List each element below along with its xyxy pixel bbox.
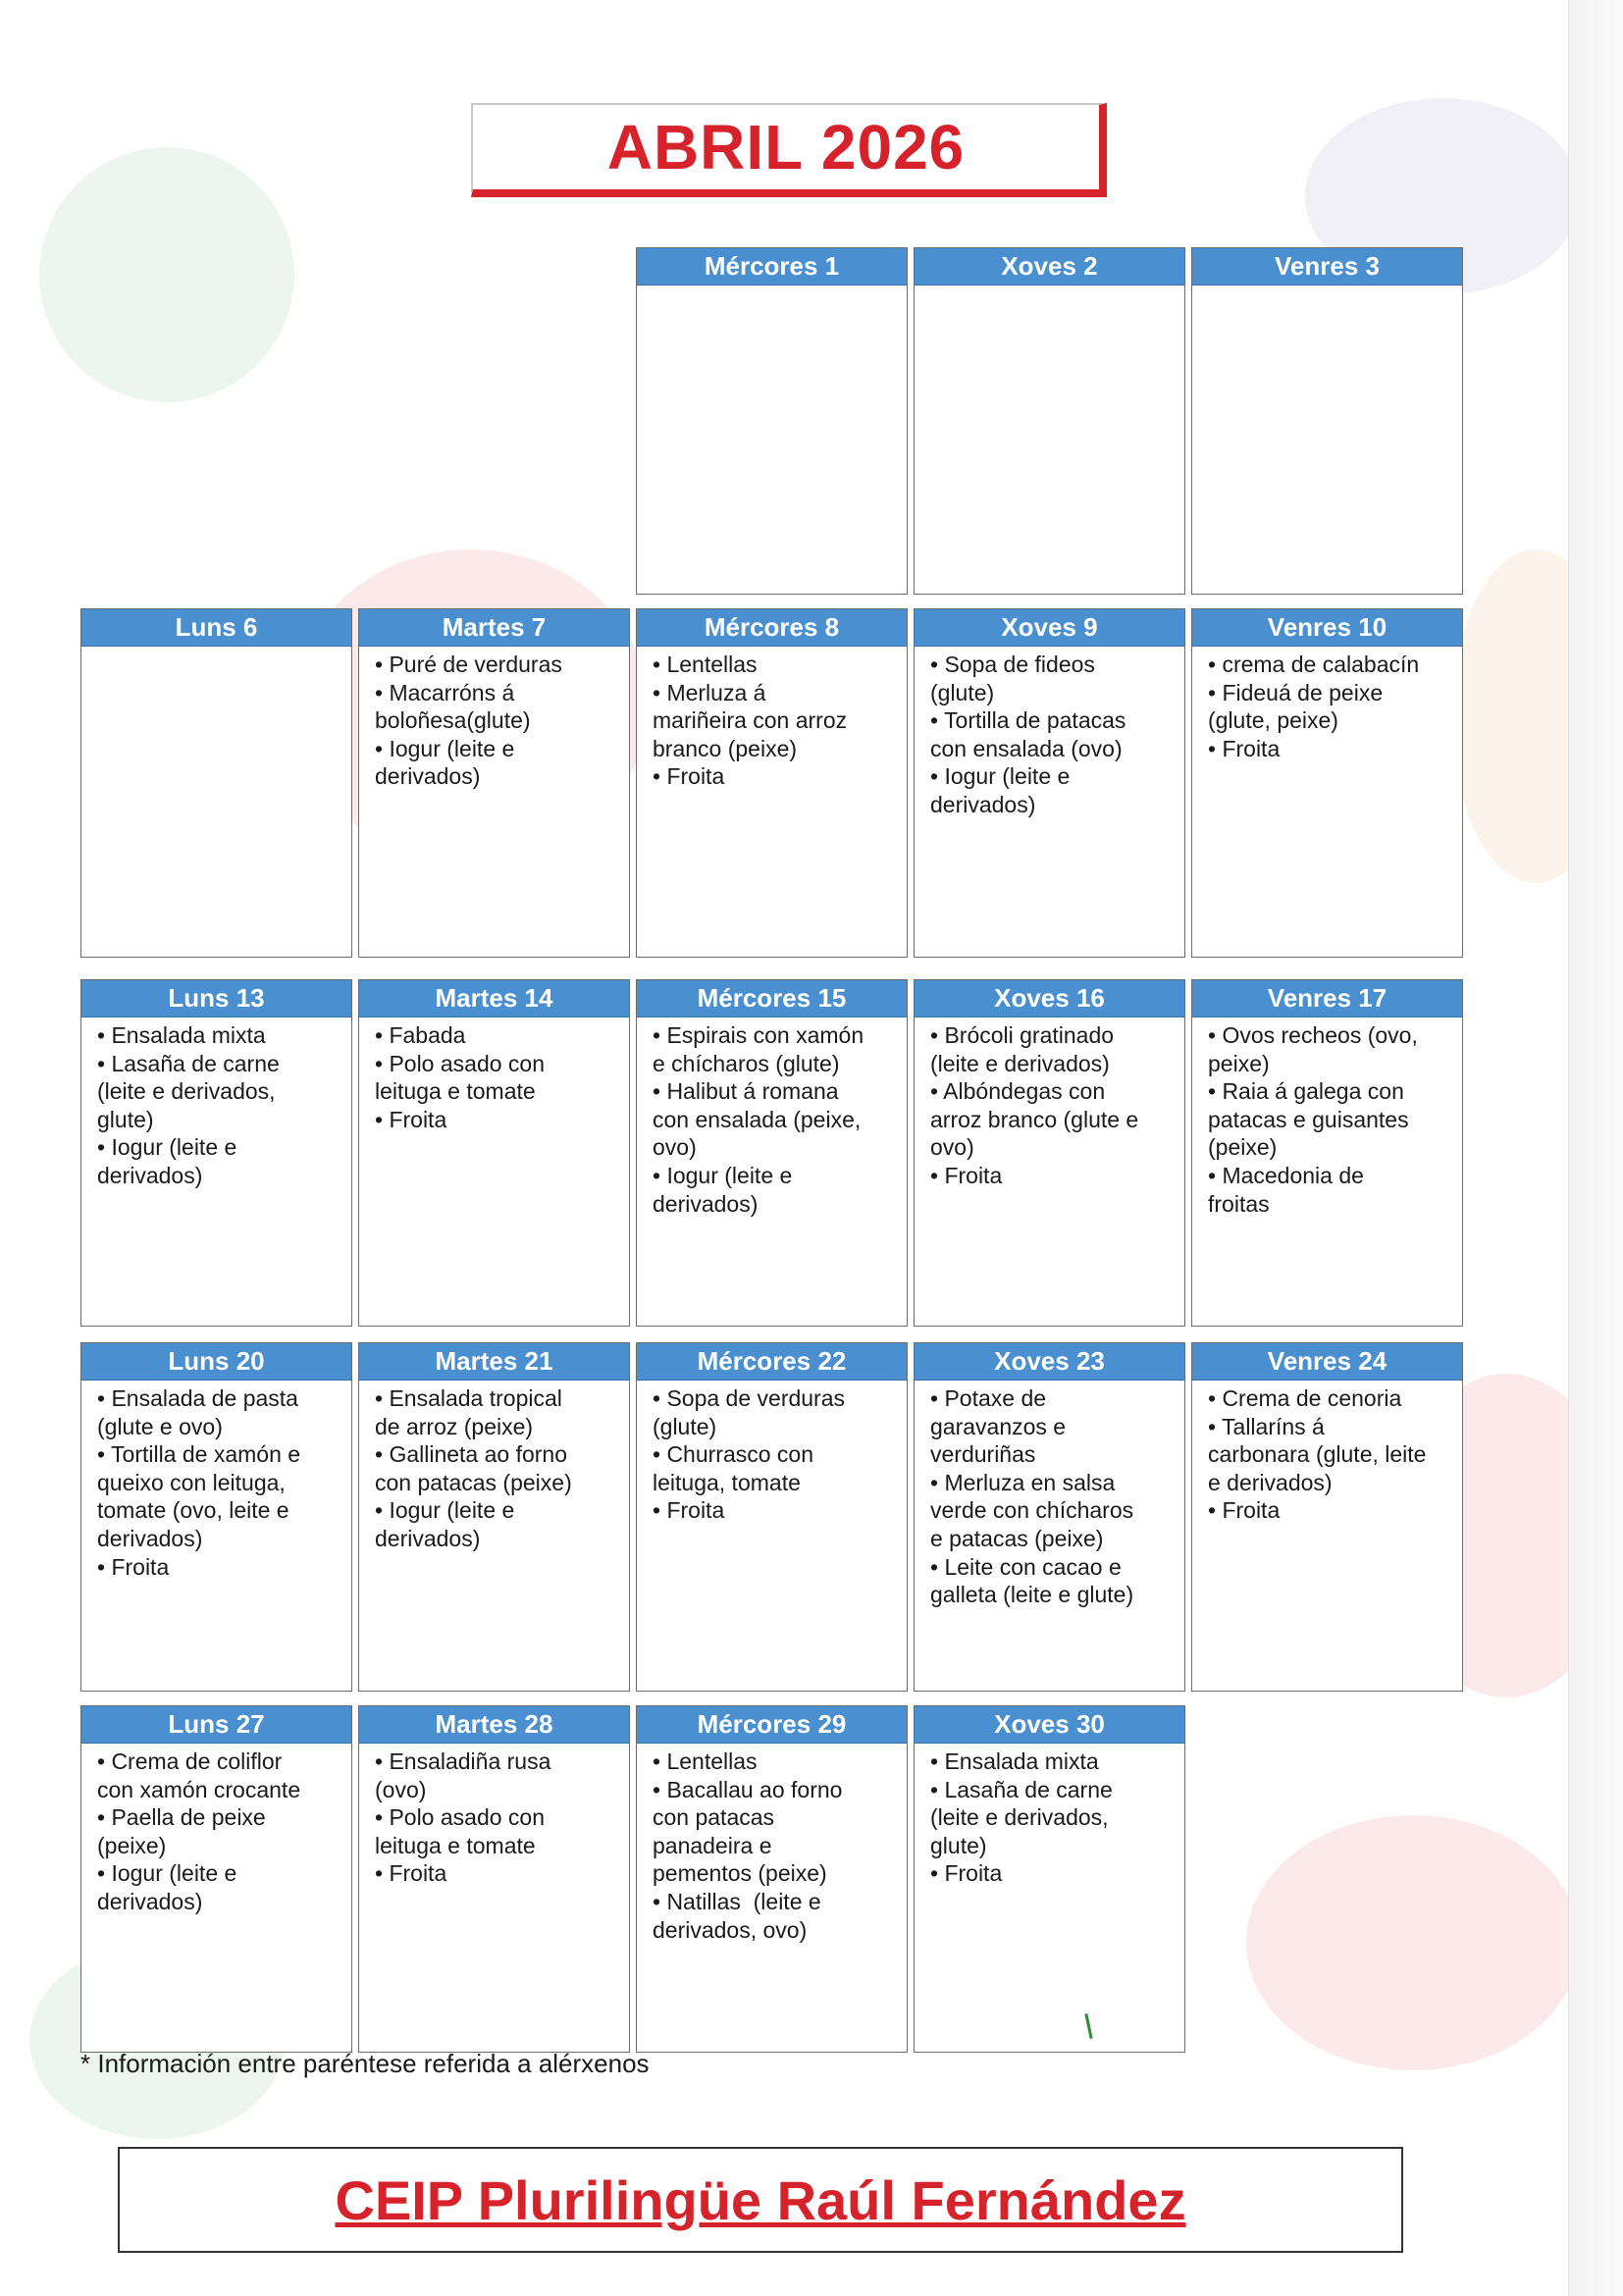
day-menu [81, 1381, 351, 1581]
menu-item: • Fabada [375, 1022, 466, 1048]
day-cell [358, 979, 630, 1327]
day-header: Mércores 15 [637, 980, 907, 1018]
scan-edge [1568, 0, 1623, 2296]
menu-item: • Brócoli gratinado (leite e derivados) [930, 1022, 1115, 1076]
day-header: Martes 14 [359, 980, 629, 1018]
day-header: Venres 10 [1192, 609, 1462, 647]
menu-item: • Potaxe de garavanzos e verduriñas [930, 1385, 1067, 1468]
day-menu [1192, 1018, 1462, 1218]
day-cell [80, 979, 352, 1327]
day-menu [359, 1381, 629, 1553]
day-header: Xoves 2 [915, 248, 1184, 286]
day-menu [1192, 647, 1462, 762]
day-cell [80, 1705, 352, 2053]
menu-item: • Lentellas [653, 1748, 758, 1774]
menu-item: • Halibut á romana con ensalada (peixe, ovo) [653, 1078, 862, 1161]
menu-item: • Espirais con xamón e chícharos (glute) [653, 1022, 864, 1076]
day-cell [914, 608, 1185, 958]
menu-item: • Iogur (leite e derivados) [97, 1134, 237, 1188]
day-menu [81, 647, 351, 651]
day-cell [914, 979, 1185, 1327]
day-cell [636, 608, 908, 958]
menu-item: • crema de calabacín [1208, 652, 1420, 677]
menu-item: • Tortilla de xamón e queixo con leituga, tomate (ovo, leite e derivados) [97, 1441, 301, 1551]
menu-item: • Froita [97, 1553, 170, 1580]
day-header: Mércores 22 [637, 1343, 907, 1381]
menu-item: • Crema de cenoria [1208, 1385, 1402, 1411]
menu-item: • Iogur (leite e derivados) [653, 1162, 793, 1217]
day-menu [915, 1744, 1184, 1888]
day-header: Mércores 29 [637, 1706, 907, 1744]
day-header: Luns 20 [81, 1343, 351, 1381]
day-cell [636, 1705, 908, 2053]
menu-item: • Macarróns á boloñesa(glute) [375, 679, 531, 734]
menu-item: • Lasaña de carne (leite e derivados, glute) [930, 1776, 1113, 1858]
day-cell [636, 247, 908, 595]
menu-item: • Froita [930, 1162, 1003, 1188]
background-decoration [39, 147, 294, 402]
day-menu [1192, 1381, 1462, 1525]
day-cell [80, 608, 352, 958]
day-cell [358, 1705, 630, 2053]
menu-item: • Puré de verduras [375, 652, 562, 677]
menu-item: • Merluza en salsa verde con chícharos e patacas (peixe) [930, 1469, 1134, 1551]
menu-item: • Froita [1208, 735, 1281, 761]
day-cell [358, 608, 630, 958]
day-menu [637, 1018, 907, 1218]
menu-item: • Churrasco con leituga, tomate [653, 1441, 814, 1495]
day-menu [359, 1018, 629, 1133]
day-cell [914, 1705, 1185, 2053]
allergen-footnote: * Información entre paréntese referida a alérxenos [80, 2049, 650, 2078]
day-menu [915, 647, 1184, 819]
day-cell [1191, 608, 1463, 958]
menu-item: • Lentellas [653, 652, 758, 677]
day-header: Luns 13 [81, 980, 351, 1018]
day-header: Xoves 23 [915, 1343, 1184, 1381]
menu-item: • Froita [1208, 1497, 1281, 1524]
school-banner [118, 2147, 1403, 2253]
menu-item: • Paella de peixe (peixe) [97, 1804, 266, 1858]
day-header: Martes 21 [359, 1343, 629, 1381]
day-header: Venres 17 [1192, 980, 1462, 1018]
day-menu [359, 1744, 629, 1888]
menu-item: • Froita [375, 1860, 447, 1887]
menu-item: • Bacallau ao forno con patacas panadeira e pementos (peixe) [653, 1776, 843, 1887]
menu-item: • Tortilla de patacas con ensalada (ovo) [930, 707, 1126, 761]
menu-item: • Ensalada tropical de arroz (peixe) [375, 1385, 562, 1439]
menu-item: • Crema de coliflor con xamón crocante [97, 1748, 301, 1802]
day-header: Venres 3 [1192, 248, 1462, 286]
day-menu [359, 647, 629, 791]
menu-item: • Froita [375, 1106, 447, 1132]
menu-item: • Iogur (leite e derivados) [930, 763, 1071, 817]
menu-item: • Ensaladiña rusa (ovo) [375, 1748, 551, 1802]
day-header: Mércores 1 [637, 248, 907, 286]
page-title: ABRIL 2026 [606, 112, 966, 183]
day-cell [1191, 1342, 1463, 1692]
menu-item: • Sopa de verduras (glute) [653, 1385, 846, 1439]
background-decoration [1246, 1815, 1580, 2070]
menu-item: • Natillas (leite e derivados, ovo) [653, 1888, 821, 1943]
school-name: CEIP Plurilingüe Raúl Fernández [335, 2168, 1186, 2231]
menu-item: • Sopa de fideos (glute) [930, 652, 1095, 705]
day-header: Venres 24 [1192, 1343, 1462, 1381]
day-menu [915, 1018, 1184, 1190]
day-menu [915, 286, 1184, 289]
day-header: Luns 27 [81, 1706, 351, 1744]
menu-item: • Ensalada mixta [930, 1748, 1099, 1774]
day-header: Xoves 16 [915, 980, 1184, 1018]
menu-item: • Polo asado con leituga e tomate [375, 1804, 546, 1858]
day-cell [80, 1342, 352, 1692]
menu-item: • Ensalada mixta [97, 1022, 266, 1048]
menu-item: • Macedonia de froitas [1208, 1162, 1364, 1217]
day-header: Xoves 9 [915, 609, 1184, 647]
day-header: Mércores 8 [637, 609, 907, 647]
day-cell [1191, 979, 1463, 1327]
day-cell [636, 979, 908, 1327]
menu-item: • Froita [653, 1497, 725, 1524]
menu-item: • Froita [930, 1860, 1003, 1887]
day-cell [914, 1342, 1185, 1692]
menu-item: • Iogur (leite e derivados) [375, 1497, 515, 1551]
day-header: Martes 28 [359, 1706, 629, 1744]
day-menu [637, 286, 907, 289]
day-menu [915, 1381, 1184, 1609]
menu-item: • Froita [653, 763, 725, 790]
menu-item: • Gallineta ao forno con patacas (peixe) [375, 1441, 572, 1495]
menu-item: • Albóndegas con arroz branco (glute e ovo) [930, 1078, 1139, 1161]
day-cell [1191, 247, 1463, 595]
day-menu [1192, 286, 1462, 289]
menu-item: • Lasaña de carne (leite e derivados, glute) [97, 1050, 280, 1132]
menu-item: • Ensalada de pasta (glute e ovo) [97, 1385, 298, 1439]
menu-item: • Raia á galega con patacas e guisantes (peixe) [1208, 1078, 1409, 1161]
title-banner [471, 103, 1107, 197]
day-cell [914, 247, 1185, 595]
day-menu [637, 647, 907, 791]
menu-item: • Tallaríns á carbonara (glute, leite e derivados) [1208, 1413, 1427, 1495]
day-cell [636, 1342, 908, 1692]
day-cell [358, 1342, 630, 1692]
day-menu [637, 1381, 907, 1525]
menu-item: • Iogur (leite e derivados) [97, 1860, 237, 1914]
day-header: Luns 6 [81, 609, 351, 647]
day-header: Xoves 30 [915, 1706, 1184, 1744]
menu-item: • Ovos recheos (ovo, peixe) [1208, 1022, 1418, 1076]
menu-item: • Polo asado con leituga e tomate [375, 1050, 546, 1105]
day-menu [637, 1744, 907, 1944]
day-menu [81, 1744, 351, 1916]
menu-item: • Leite con cacao e galleta (leite e glute) [930, 1553, 1134, 1608]
menu-item: • Iogur (leite e derivados) [375, 735, 515, 790]
menu-item: • Fideuá de peixe (glute, peixe) [1208, 679, 1384, 734]
day-header: Martes 7 [359, 609, 629, 647]
day-menu [81, 1018, 351, 1190]
menu-item: • Merluza á mariñeira con arroz branco (peixe) [653, 679, 848, 761]
